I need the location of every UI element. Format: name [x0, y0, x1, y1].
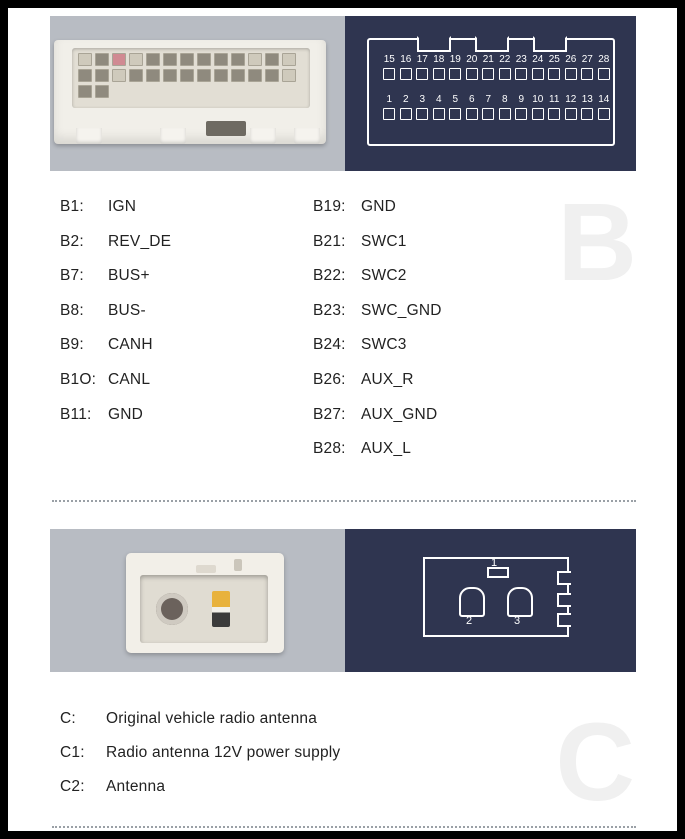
- plug-keying-slot: [206, 121, 246, 136]
- pin-value: Original vehicle radio antenna: [106, 710, 318, 727]
- pin-row: [60, 267, 171, 302]
- schematic-pin-square: [447, 68, 464, 80]
- schematic-pin-number: 5: [452, 94, 459, 105]
- schematic-pin-square: [464, 108, 481, 120]
- pin-row: [60, 406, 171, 441]
- pin-cell: [197, 69, 211, 82]
- pin-value: SWC1: [361, 232, 407, 250]
- schematic-pin-number: 7: [485, 94, 492, 105]
- pin-value: IGN: [108, 198, 137, 215]
- pin-row: [60, 302, 171, 337]
- pin-key: B1O:: [60, 370, 97, 388]
- pin-value: SWC2: [361, 267, 407, 285]
- pin-key: B1:: [60, 198, 84, 215]
- schematic-pin-number: 18: [433, 54, 445, 65]
- schematic-top-row-numbers: [381, 54, 612, 65]
- schematic-bottom-row-pins: [381, 108, 612, 120]
- schematic-pin-square: [431, 68, 448, 80]
- schematic-pin-square: [563, 68, 580, 80]
- c-pin-3-shape: [507, 587, 533, 617]
- connector-b-pin-list-left: [60, 198, 171, 440]
- plug-body: [54, 40, 326, 144]
- schematic-pin-square: [497, 108, 514, 120]
- pin-cell: [197, 53, 211, 66]
- schematic-pin-number: 25: [548, 54, 560, 65]
- schematic-pin-square: [513, 108, 530, 120]
- schematic-pin-square: [546, 108, 563, 120]
- ghost-letter-b: B: [557, 181, 637, 304]
- section-divider: [52, 500, 636, 502]
- pin-cell: [95, 69, 109, 82]
- pin-key: B21:: [313, 232, 346, 250]
- pin-cell: [180, 53, 194, 66]
- pin-key: B22:: [313, 267, 346, 285]
- c-pin-2-label: 2: [466, 615, 473, 627]
- power-wire: [212, 591, 230, 627]
- schematic-pin-number: 2: [402, 94, 409, 105]
- pin-cell: [282, 53, 296, 66]
- pin-row: [60, 233, 171, 268]
- schematic-notch: [557, 571, 571, 585]
- schematic-pin-number: 8: [501, 94, 508, 105]
- pin-row: [60, 744, 340, 778]
- schematic-pin-number: 23: [515, 54, 527, 65]
- pin-value: CANL: [108, 370, 151, 388]
- pin-value: AUX_GND: [361, 405, 438, 423]
- pin-value: GND: [361, 198, 397, 215]
- pin-key: B26:: [313, 370, 346, 388]
- pin-row: [60, 710, 340, 744]
- pin-key: B8:: [60, 301, 84, 319]
- schematic-pin-square: [398, 68, 415, 80]
- schematic-pin-square: [513, 68, 530, 80]
- pin-value: REV_DE: [108, 232, 172, 250]
- schematic-pin-number: 27: [581, 54, 593, 65]
- schematic-pin-number: 6: [468, 94, 475, 105]
- pin-value: CANH: [108, 336, 153, 354]
- pin-cell: [265, 53, 279, 66]
- pin-key: B11:: [60, 405, 92, 423]
- pin-value: GND: [108, 405, 144, 423]
- pin-cell: [78, 85, 92, 98]
- schematic-bottom-row-numbers: [381, 94, 612, 105]
- pin-cell: [146, 53, 160, 66]
- schematic-notch: [475, 36, 509, 52]
- schematic-pin-square: [530, 108, 547, 120]
- schematic-pin-square: [464, 68, 481, 80]
- connector-b-schematic: [345, 16, 636, 171]
- pin-cell: [282, 69, 296, 82]
- connector-b-pin-list-right: [313, 198, 442, 475]
- wiring-diagram-page: [8, 8, 677, 831]
- pin-row: [313, 406, 442, 441]
- pin-cell: [129, 69, 143, 82]
- antenna-latch-tab: [196, 565, 216, 573]
- pin-value: SWC_GND: [361, 301, 442, 319]
- schematic-pin-square: [596, 108, 613, 120]
- c-pin-1-label: 1: [491, 557, 498, 569]
- pin-key: C1:: [60, 744, 85, 761]
- pin-cell: [248, 69, 262, 82]
- pin-cell: [163, 53, 177, 66]
- pin-key: B24:: [313, 336, 346, 354]
- pin-cell: [146, 69, 160, 82]
- schematic-pin-number: 11: [549, 94, 560, 105]
- pin-row: [313, 440, 442, 475]
- schematic-pin-number: 16: [400, 54, 412, 65]
- pin-row: [313, 267, 442, 302]
- pin-cell: [231, 53, 245, 66]
- schematic-pin-square: [563, 108, 580, 120]
- schematic-pin-square: [414, 108, 431, 120]
- pin-row: [313, 302, 442, 337]
- schematic-pin-square: [398, 108, 415, 120]
- schematic-pin-number: 13: [581, 94, 593, 105]
- pin-row: [60, 778, 340, 812]
- schematic-pin-square: [381, 108, 398, 120]
- pin-value: Antenna: [106, 778, 166, 795]
- pin-cell: [95, 85, 109, 98]
- schematic-pin-number: 21: [482, 54, 494, 65]
- pin-cell: [214, 53, 228, 66]
- schematic-notch: [417, 36, 451, 52]
- schematic-notch: [533, 36, 567, 52]
- antenna-clip: [234, 559, 242, 571]
- pin-cell: [112, 69, 126, 82]
- schematic-pin-number: 22: [499, 54, 511, 65]
- pin-row: [60, 198, 171, 233]
- pin-value: BUS-: [108, 301, 146, 319]
- section-divider: [52, 826, 636, 828]
- pin-key: B19:: [313, 198, 346, 215]
- pin-value: BUS+: [108, 267, 150, 285]
- schematic-pin-number: 20: [466, 54, 478, 65]
- plug-foot: [294, 128, 320, 144]
- pin-key: B28:: [313, 440, 346, 458]
- pin-cell: [163, 69, 177, 82]
- pin-cell: [248, 53, 262, 66]
- pin-key: B27:: [313, 405, 346, 423]
- pin-row: [313, 233, 442, 268]
- pin-cell: [180, 69, 194, 82]
- schematic-pin-square: [480, 68, 497, 80]
- antenna-socket-well: [140, 575, 268, 643]
- schematic-pin-square: [431, 108, 448, 120]
- schematic-pin-square: [530, 68, 547, 80]
- pin-key: B9:: [60, 336, 84, 354]
- plug-foot: [250, 128, 276, 144]
- schematic-top-row-pins: [381, 68, 612, 80]
- pin-cell: [78, 53, 92, 66]
- schematic-pin-square: [497, 68, 514, 80]
- pin-row: [313, 198, 442, 233]
- pin-row: [313, 371, 442, 406]
- schematic-pin-square: [579, 68, 596, 80]
- schematic-pin-number: 26: [565, 54, 577, 65]
- schematic-pin-number: 1: [386, 94, 393, 105]
- antenna-adapter-body: [126, 553, 284, 653]
- schematic-pin-number: 4: [435, 94, 442, 105]
- coax-socket: [156, 593, 188, 625]
- pin-key: C:: [60, 710, 76, 727]
- schematic-pin-square: [480, 108, 497, 120]
- pin-cell: [214, 69, 228, 82]
- connector-c-photo: [50, 529, 345, 672]
- schematic-pin-number: 12: [565, 94, 577, 105]
- pin-cell: [112, 53, 126, 66]
- pin-cell: [95, 53, 109, 66]
- schematic-notch: [557, 593, 571, 607]
- pin-row: [60, 336, 171, 371]
- plug-pin-grid: [78, 53, 304, 98]
- schematic-pin-number: 14: [598, 94, 610, 105]
- connector-b-photo: [50, 16, 345, 171]
- schematic-pin-square: [596, 68, 613, 80]
- pin-value: Radio antenna 12V power supply: [106, 744, 341, 761]
- pin-key: B23:: [313, 301, 346, 319]
- pin-cell: [265, 69, 279, 82]
- pin-row: [313, 336, 442, 371]
- pin-value: AUX_L: [361, 440, 412, 458]
- schematic-pin-number: 19: [449, 54, 461, 65]
- pin-cell: [129, 53, 143, 66]
- plug-face: [72, 48, 310, 108]
- pin-cell: [231, 69, 245, 82]
- schematic-outline-b: [367, 38, 615, 146]
- schematic-pin-square: [381, 68, 398, 80]
- schematic-pin-square: [447, 108, 464, 120]
- schematic-pin-number: 3: [419, 94, 426, 105]
- pin-value: AUX_R: [361, 370, 414, 388]
- pin-row: [60, 371, 171, 406]
- pin-key: C2:: [60, 778, 85, 795]
- pin-cell: [78, 69, 92, 82]
- ghost-letter-c: C: [555, 701, 635, 824]
- c-pin-3-label: 3: [514, 615, 521, 627]
- c-pin-2-shape: [459, 587, 485, 617]
- schematic-pin-number: 24: [532, 54, 544, 65]
- plug-foot: [76, 128, 102, 144]
- connector-c-strip: [50, 529, 636, 672]
- connector-c-schematic: [345, 529, 636, 672]
- connector-b-strip: [50, 16, 636, 171]
- schematic-pin-number: 9: [518, 94, 525, 105]
- schematic-pin-number: 10: [532, 94, 544, 105]
- schematic-pin-square: [546, 68, 563, 80]
- pin-key: B2:: [60, 232, 84, 250]
- schematic-outline-c: [423, 557, 569, 637]
- plug-foot: [160, 128, 186, 144]
- schematic-pin-square: [414, 68, 431, 80]
- schematic-pin-square: [579, 108, 596, 120]
- pin-value: SWC3: [361, 336, 407, 354]
- pin-key: B7:: [60, 267, 84, 285]
- connector-c-pin-list: [60, 710, 340, 812]
- schematic-pin-number: 17: [416, 54, 428, 65]
- schematic-pin-number: 28: [598, 54, 610, 65]
- schematic-pin-number: 15: [383, 54, 395, 65]
- schematic-notch: [557, 613, 571, 627]
